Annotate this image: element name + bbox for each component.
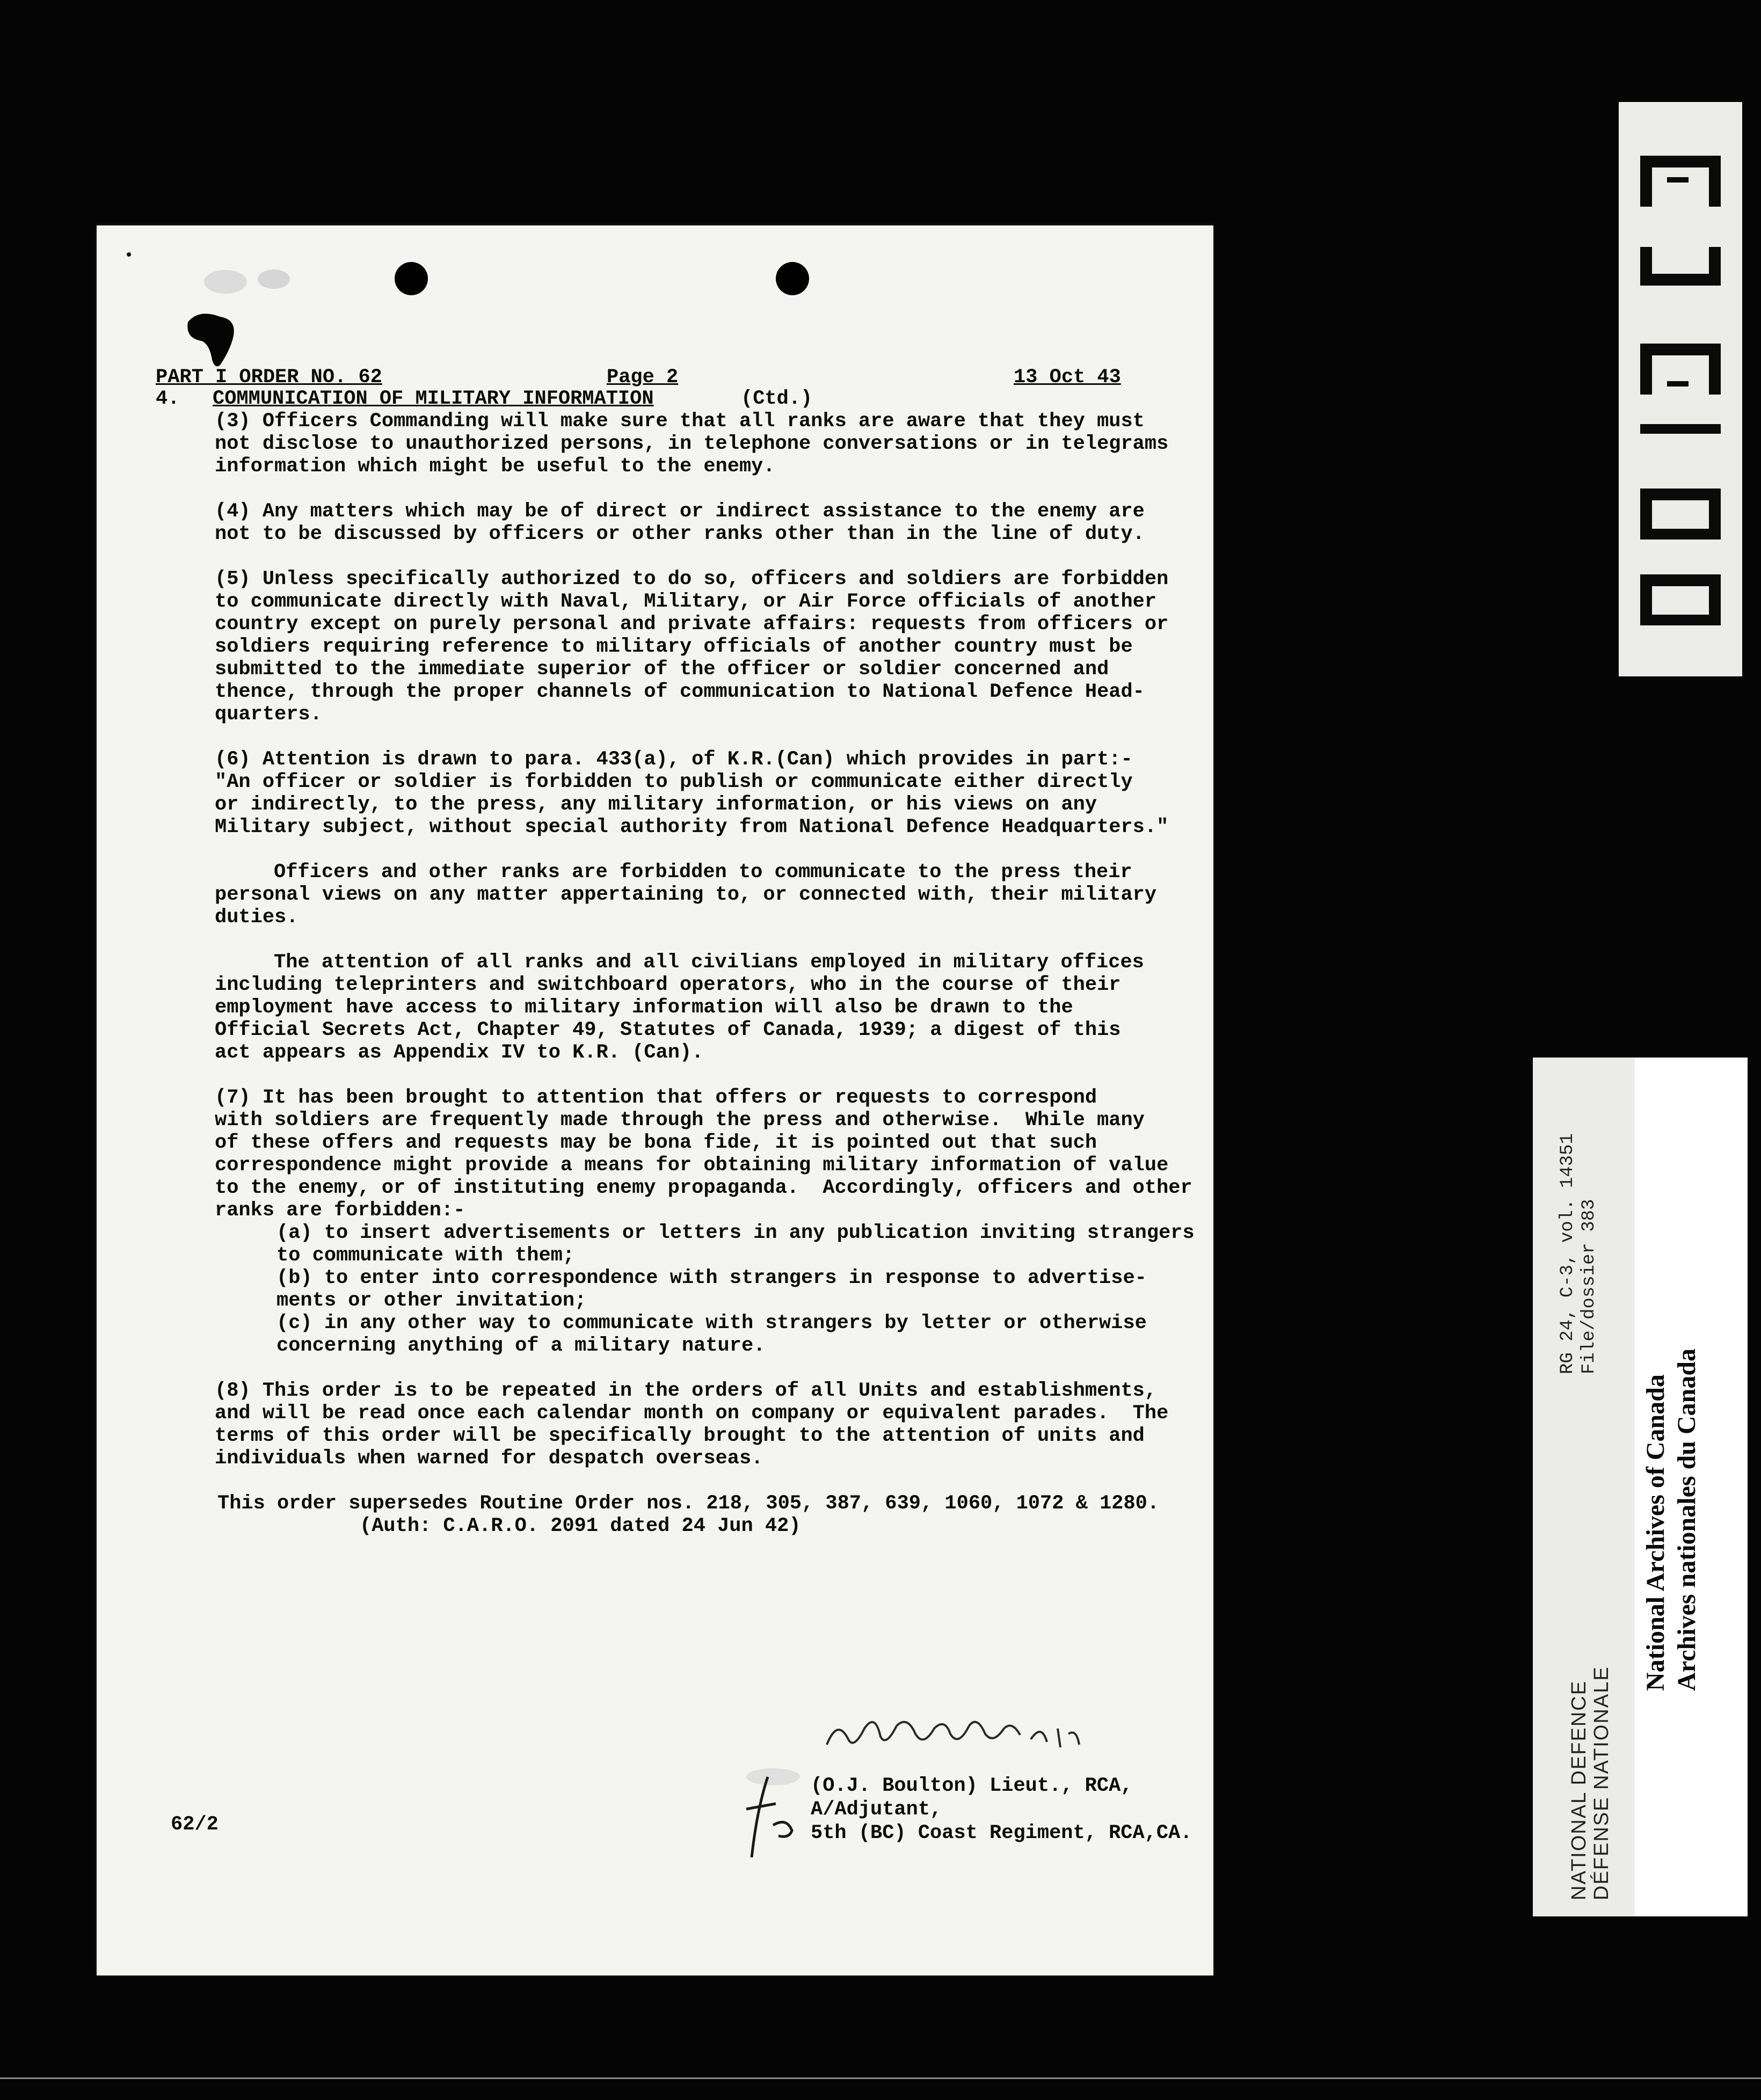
paragraph-6 [215, 748, 1176, 838]
text-line: thence, through the proper channels of communication to National Defence Head- [215, 681, 1145, 703]
film-edge-line [0, 2077, 1761, 2079]
text-line: (6) Attention is drawn to para. 433(a), of K.R.(Can) which provides in part:- [215, 748, 1133, 771]
text-line: not to be discussed by officers or other ranks other than in the line of duty. [215, 523, 1145, 545]
paragraph-3 [215, 410, 1176, 478]
text-line: (c) in any other way to communicate with strangers by letter or otherwise [276, 1312, 1147, 1335]
punch-hole-right [776, 262, 809, 295]
paragraph-6-secrets-act [215, 951, 1176, 1064]
text-line: Military subject, without special authority from National Defence Headquarters." [215, 816, 1169, 838]
paragraph-7-item-a [276, 1222, 1195, 1267]
smudge-mark [199, 263, 306, 301]
order-header [156, 366, 1176, 388]
section-continued: (Ctd.) [741, 388, 813, 410]
supersedes-note [217, 1492, 1176, 1515]
reference-volume: RG 24, C-3, vol. 14351 [1558, 1133, 1578, 1374]
text-line: including teleprinters and switchboard operators, who in the course of their [215, 974, 1121, 996]
text-line: submitted to the immediate superior of the officer or soldier concerned and [215, 658, 1109, 681]
text-line: (4) Any matters which may be of direct or indirect assistance to the enemy are [215, 500, 1145, 523]
section-title [156, 388, 1176, 410]
text-line: (8) This order is to be repeated in the orders of all Units and establishments, [215, 1380, 1157, 1402]
national-defence-stamp [1568, 1666, 1613, 1900]
paragraph-7-item-c [276, 1312, 1176, 1357]
text-line: to the enemy, or of instituting enemy propaganda. Accordingly, officers and other [215, 1177, 1192, 1199]
archives-fr: Archives nationales du Canada [1672, 1348, 1701, 1691]
punch-hole-left [395, 262, 428, 295]
ink-blot-mark [183, 306, 247, 370]
archives-en: National Archives of Canada [1641, 1374, 1670, 1691]
text-line: ments or other invitation; [276, 1289, 587, 1312]
archive-reference [1557, 1133, 1600, 1374]
text-line: (5) Unless specifically authorized to do so, officers and soldiers are forbidden [215, 568, 1169, 590]
section-heading: COMMUNICATION OF MILITARY INFORMATION [213, 388, 654, 410]
text-line: The attention of all ranks and all civilians employed in military offices [274, 951, 1144, 974]
handwritten-signature [816, 1696, 1095, 1766]
signatory-title: A/Adjutant, [811, 1798, 942, 1821]
national-defence-fr: DÉFENSE NATIONALE [1590, 1666, 1613, 1900]
paragraph-7-item-b [276, 1267, 1176, 1312]
signatory-name: (O.J. Boulton) Lieut., RCA, [811, 1775, 1133, 1797]
section-number: 4. [156, 388, 180, 410]
text-line: Official Secrets Act, Chapter 49, Statutes of Canada, 1939; a digest of this [215, 1019, 1121, 1041]
paragraph-6-press [215, 861, 1176, 929]
text-line: Officers and other ranks are forbidden to communicate to the press their [274, 861, 1132, 884]
page-number: Page 2 [607, 366, 679, 389]
signatory-unit: 5th (BC) Coast Regiment, RCA,CA. [811, 1822, 1192, 1844]
text-line: quarters. [215, 703, 322, 726]
handwritten-for-mark [736, 1771, 800, 1863]
text-line: correspondence might provide a means for obtaining military information of value [215, 1154, 1169, 1177]
text-line: to communicate directly with Naval, Military, or Air Force officials of another [215, 590, 1157, 613]
order-date: 13 Oct 43 [1014, 366, 1121, 389]
reference-file: File/dossier 383 [1579, 1199, 1599, 1374]
text-line: soldiers requiring reference to military officials of another country must be [215, 636, 1133, 658]
order-text [156, 366, 1195, 1537]
text-line: individuals when warned for despatch overseas. [215, 1447, 763, 1470]
paragraph-8 [215, 1380, 1176, 1470]
text-line: information which might be useful to the enemy. [215, 455, 775, 478]
order-number: PART I ORDER NO. 62 [156, 366, 382, 389]
text-line: act appears as Appendix IV to K.R. (Can). [215, 1041, 704, 1064]
text-line: country except on purely personal and private affairs: requests from officers or [215, 613, 1169, 636]
text-line: concerning anything of a military nature. [276, 1335, 766, 1357]
text-line: "An officer or soldier is forbidden to publish or communicate either directly [215, 771, 1133, 793]
text-line: ranks are forbidden:- [215, 1199, 465, 1222]
paragraph-7 [215, 1087, 1192, 1222]
text-line: with soldiers are frequently made through the press and otherwise. While many [215, 1109, 1145, 1132]
text-line: or indirectly, to the press, any military information, or his views on any [215, 793, 1097, 816]
national-defence-en: NATIONAL DEFENCE [1568, 1680, 1590, 1900]
paragraph-4 [215, 500, 1176, 545]
authority-line: (Auth: C.A.R.O. 2091 dated 24 Jun 42) [360, 1515, 801, 1537]
text-line: (3) Officers Commanding will make sure that all ranks are aware that they must [215, 410, 1145, 433]
dust-speck [127, 252, 131, 257]
text-line: employment have access to military information will also be drawn to the [215, 996, 1073, 1019]
text-line: and will be read once each calendar month on company or equivalent parades. The [215, 1402, 1169, 1425]
text-line: (b) to enter into correspondence with strangers in response to advertise- [276, 1267, 1147, 1289]
signature-block [811, 1774, 1192, 1845]
supersedes-line: This order supersedes Routine Order nos. 218, 305, 387, 639, 1060, 1072 & 1280. [217, 1492, 1160, 1515]
text-line: not disclose to unauthorized persons, in telephone conversations or in telegrams [215, 433, 1169, 455]
frame-number-stamp [1619, 102, 1742, 676]
frame-number-digits [1619, 102, 1742, 676]
text-line: to communicate with them; [276, 1244, 575, 1267]
document-page [97, 225, 1213, 1975]
text-line: duties. [215, 906, 299, 929]
page-reference: 62/2 [171, 1813, 219, 1836]
paragraph-5 [215, 568, 1176, 726]
text-line: (7) It has been brought to attention that offers or requests to correspond [215, 1087, 1097, 1109]
authority-note [360, 1515, 1176, 1537]
text-line: of these offers and requests may be bona fide, it is pointed out that such [215, 1132, 1097, 1154]
text-line: terms of this order will be specifically brought to the attention of units and [215, 1425, 1145, 1447]
national-archives-stamp [1640, 1348, 1702, 1691]
text-line: (a) to insert advertisements or letters in any publication inviting strangers [276, 1222, 1195, 1244]
text-line: personal views on any matter appertaining to, or connected with, their military [215, 884, 1157, 906]
